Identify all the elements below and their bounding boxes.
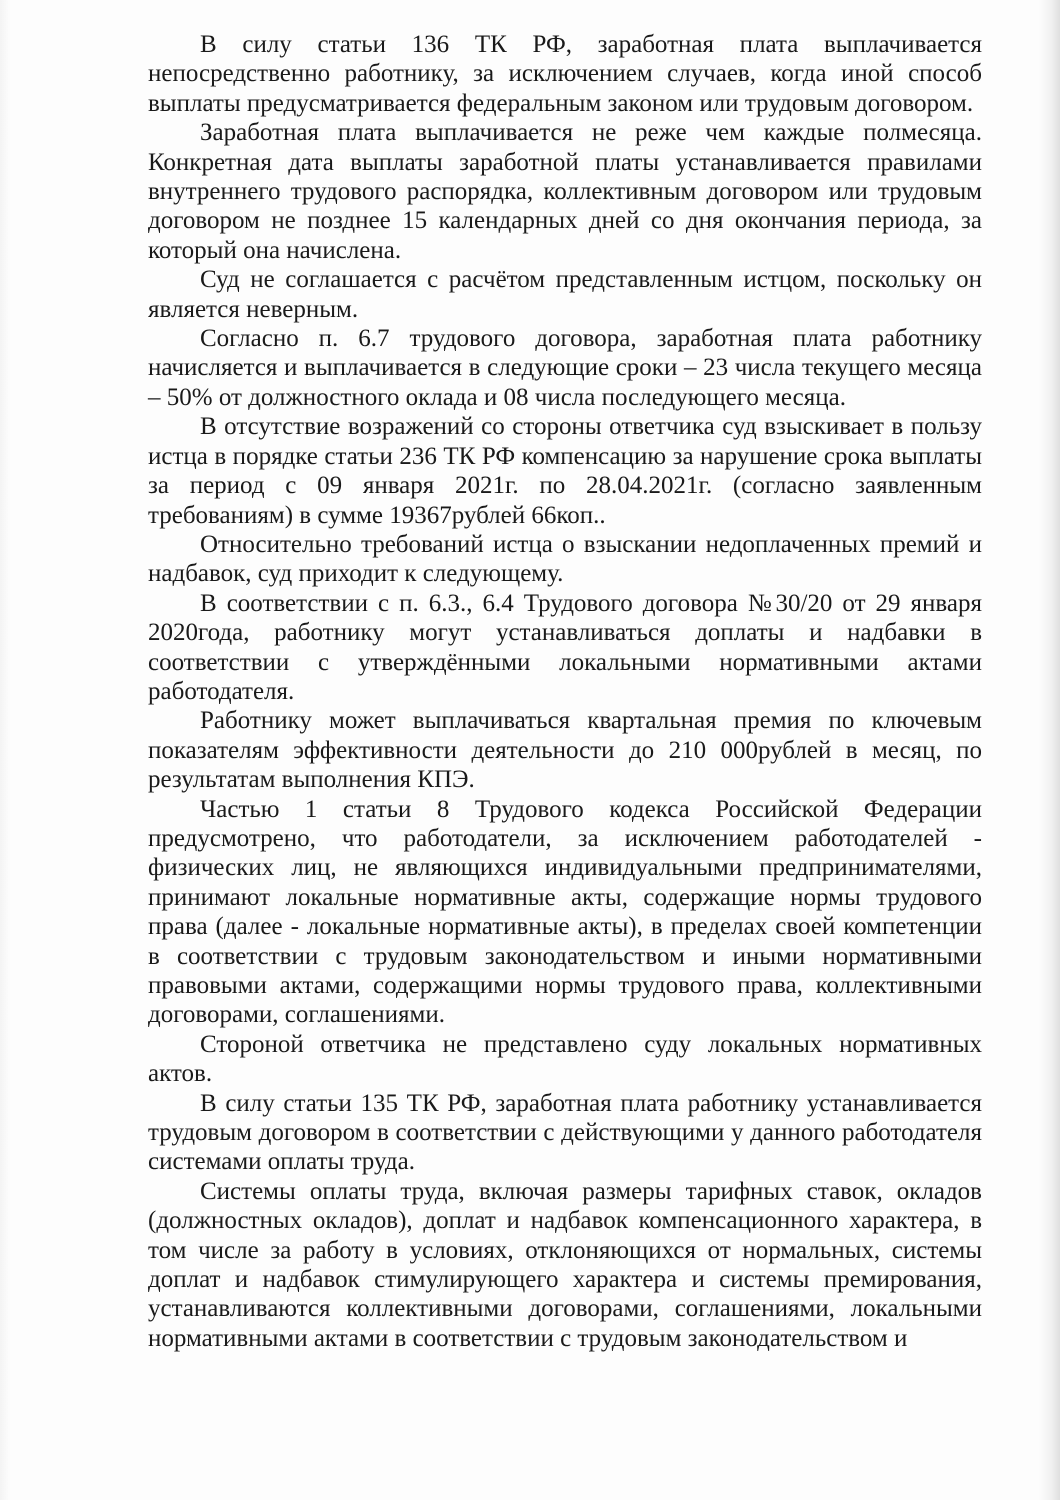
paragraph-art135: В силу статьи 135 ТК РФ, заработная плата работнику устанавливается трудовым договором в соответствии с действующими у данного работодателя системами оплаты труда. xyxy=(148,1089,982,1176)
paragraph-compensation: В отсутствие возражений со стороны ответчика суд взыскивает в пользу истца в порядке статьи 236 ТК РФ компенсацию за нарушение срока выплаты за период с 09 января 2021г. по 28.04.2021г. (согласно заявленным требованиям) в сумме 19367рублей 66коп.. xyxy=(148,413,982,529)
scan-shadow-left xyxy=(0,0,10,1500)
paragraph-art8: Частью 1 статьи 8 Трудового кодекса Российской Федерации предусмотрено, что работодатели, за исключением работодателей - физических лиц, не являющихся индивидуальными предпринимателями, принимают локальные нормативные акты, содержащие нормы трудового права (далее - локальные нормативные акты), в пределах своей компетенции в соответствии с трудовым законодательством и иными нормативными правовыми актами, содержащими нормы трудового права, коллективными договорами, соглашениями. xyxy=(148,795,982,1029)
paragraph-contract-6-7: Согласно п. 6.7 трудового договора, заработная плата работнику начисляется и выплачивается в следующие сроки – 23 числа текущего месяца – 50% от должностного оклада и 08 числа последующего месяца. xyxy=(148,325,982,411)
paragraph-court-disagrees: Суд не соглашается с расчётом представленным истцом, поскольку он является неверным. xyxy=(148,266,982,323)
paragraph-contract-6-3: В соответствии с п. 6.3., 6.4 Трудового договора №30/20 от 29 января 2020года, работнику могут устанавливаться доплаты и надбавки в соответствии с утверждёнными локальными нормативными актами работодателя. xyxy=(148,589,982,705)
paragraph-payment-frequency: Заработная плата выплачивается не реже чем каждые полмесяца. Конкретная дата выплаты заработной платы устанавливается правилами внутреннего трудового распорядка, коллективным договором или трудовым договором не позднее 15 календарных дней со дня окончания периода, за который она начислена. xyxy=(148,119,982,264)
document-body xyxy=(148,30,982,1353)
paragraph-bonus-claims: Относительно требований истца о взыскании недоплаченных премий и надбавок, суд приходит к следующему. xyxy=(148,530,982,588)
paragraph-quarterly-bonus: Работнику может выплачиваться квартальная премия по ключевым показателям эффективности деятельности до 210 000рублей в месяц, по результатам выполнения КПЭ. xyxy=(148,707,982,794)
scan-shadow-right xyxy=(1038,0,1060,1500)
paragraph-no-local-acts: Стороной ответчика не представлено суду локальных нормативных актов. xyxy=(148,1030,982,1088)
paragraph-pay-systems: Системы оплаты труда, включая размеры тарифных ставок, окладов (должностных окладов), доплат и надбавок компенсационного характера, в том числе за работу в условиях, отклоняющихся от нормальных, системы доплат и надбавок стимулирующего характера и системы премирования, устанавливаются коллективными договорами, соглашениями, локальными нормативными актами в соответствии с трудовым законодательством и xyxy=(148,1177,982,1352)
paragraph-art136: В силу статьи 136 ТК РФ, заработная плата выплачивается непосредственно работнику, за исключением случаев, когда иной способ выплаты предусматривается федеральным законом или трудовым договором. xyxy=(148,31,982,117)
